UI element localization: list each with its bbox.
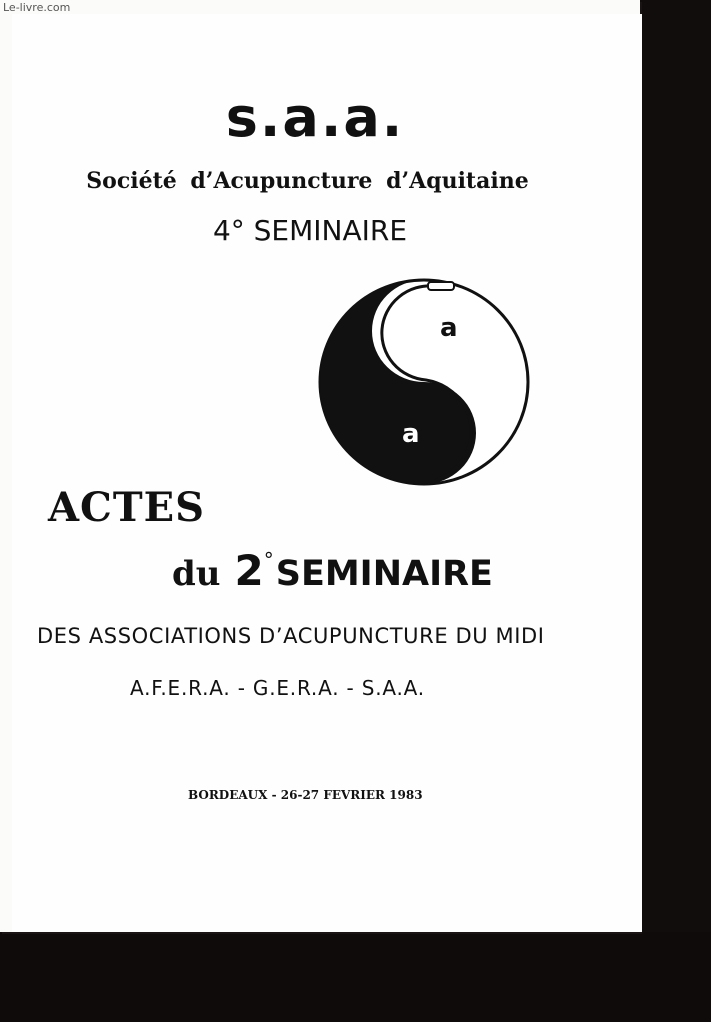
scan-background-bottom bbox=[0, 932, 711, 1022]
watermark-text: Le-livre.com bbox=[3, 1, 71, 14]
member-associations: A.F.E.R.A. - G.E.R.A. - S.A.A. bbox=[130, 676, 425, 700]
yin-yang-top-hook bbox=[428, 282, 454, 290]
title-actes: ACTES bbox=[48, 484, 206, 531]
title-ordinal-mark: ° bbox=[263, 548, 274, 572]
society-name: Société d’Acupuncture d’Aquitaine bbox=[86, 168, 529, 194]
title-du: du bbox=[172, 554, 221, 594]
title-seminar-number: 2 bbox=[234, 546, 264, 595]
yin-yang-logo bbox=[316, 276, 532, 488]
logo-letter-upper: a bbox=[440, 313, 458, 343]
associations-line: DES ASSOCIATIONS D’ACUPUNCTURE DU MIDI bbox=[37, 624, 545, 648]
seminar-number-line: 4° SEMINAIRE bbox=[212, 214, 408, 247]
title-seminaire: SEMINAIRE bbox=[275, 554, 493, 594]
title-seminar-line bbox=[172, 546, 493, 595]
logo-letter-lower: a bbox=[402, 419, 420, 449]
society-acronym: s.a.a. bbox=[225, 86, 405, 149]
scan-background-right bbox=[640, 0, 711, 1022]
place-and-date: BORDEAUX - 26-27 FEVRIER 1983 bbox=[188, 788, 423, 802]
